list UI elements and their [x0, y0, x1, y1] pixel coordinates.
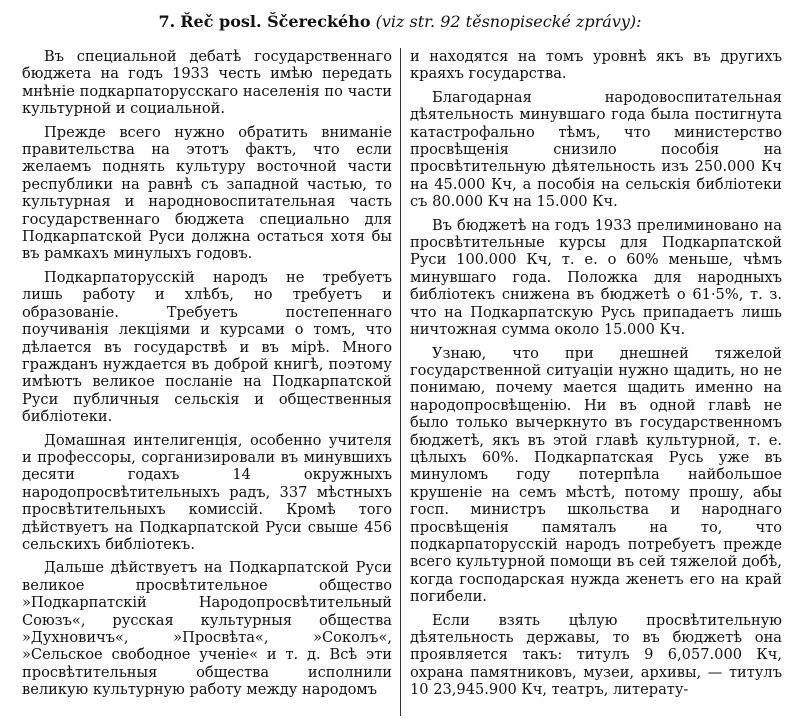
paragraph: Въ специальной дебатѣ государственнаго бюджета на годъ 1933 честь имѣю передать мнѣніе подкарпаторусскаго населенія по части культурной и социальной. [22, 48, 392, 118]
column-divider [400, 48, 401, 716]
paragraph: Если взять цѣлую просвѣтительную дѣятельность державы, то въ бюджетѣ она проявляется такъ: титулъ 9 6,057.000 Кч, охрана памятниковъ, музеи, архивы, — титулъ 10 23,945.900 Кч, театръ, литерату- [410, 611, 782, 699]
right-column [410, 48, 782, 705]
paragraph: Домашная интелигенція, особенно учителя и профессоры, сорганизировали въ минувшихъ десяти годахъ 14 окружныхъ народопросвѣтительныхъ радъ, 337 мѣстныхъ просвѣтительныхъ комиссій. Кромѣ того дѣйствуетъ на Подкарпатской Руси свыше 456 сельскихъ библіотекъ. [22, 431, 392, 553]
paragraph: Въ бюджетѣ на годъ 1933 прелиминовано на просвѣтительные курсы для Подкарпатской Руси 100.000 Кч, т. е. о 60% меньше, чѣмъ минувшаго года. Положка для народныхъ библіотекъ снижена въ бюджетѣ о 61·5%, т. з. что на Подкарпатскую Русь припадаетъ лишь ничтожная сумма около 15.000 Кч. [410, 216, 782, 339]
paragraph: Дальше дѣйствуетъ на Подкарпатской Руси великое просвѣтительное общество »Подкарпатскій Народопросвѣтительный Союзъ«, русская культурныя общества »Духновичъ«, »Просвѣта«, »Соколъ«, »Сельское свободное ученіе« и т. д. Всѣ эти просвѣтительныя общества исполнили великую культурную работу между народомъ [22, 559, 392, 699]
reference-note: (viz str. 92 těsnopisecké zprávy): [375, 12, 642, 31]
paragraph: Прежде всего нужно обратить вниманіе правительства на этотъ фактъ, что если желаемъ поднять культуру восточной части республики на равнѣ съ западной частью, то культурная и народновоспитательная часть государственнаго бюджета специально для Подкарпатской Руси должна остаться хотя бы въ рамкахъ минулыхъ годовъ. [22, 123, 392, 263]
paragraph-continuation: и находятся на томъ уровнѣ якъ въ другихъ краяхъ государства. [410, 48, 782, 83]
left-column [22, 48, 392, 705]
paragraph: Благодарная народовоспитательная дѣятельность минувшаго года была постигнута катастрофально тѣмъ, что министерство просвѣщенія снизило пособія на просвѣтительную дѣятельность изъ 250.000 Кч на 45.000 Кч, а пособія на сельскія библіотеки съ 80.000 Кч на 15.000 Кч. [410, 88, 782, 211]
paragraph: Подкарпаторусскій народъ не требуетъ лишь работу и хлѣбъ, но требуетъ и образованіе. Требуетъ постепеннаго поучиванія лекціями и курсами о томъ, что дѣлается въ государствѣ и въ мірѣ. Много гражданъ нуждается въ доброй книгѣ, поэтому имѣютъ великое посланіе на Подкарпатской Руси публичныя сельскія и общественныя библіотеки. [22, 268, 392, 426]
section-number: 7. [158, 12, 176, 31]
speaker-name: Řeč posl. Ščereckého [180, 12, 371, 31]
page-title [0, 12, 800, 32]
paragraph: Узнаю, что при днешней тяжелой государственной ситуаціи нужно щадить, но не понимаю, почему мается щадить именно на народопросвѣщенію. Ни въ одной главѣ не было только вычеркнуто въ государственномъ бюджетѣ, якъ въ этой главѣ культурной, т. е. цѣлыхъ 60%. Подкарпатская Русь уже въ минуломъ году потерпѣла найбольшое крушеніе на семъ мѣстѣ, потому прошу, абы госп. министръ школьства и народнаго просвѣщенія памяталъ на то, что подкарпаторусскій народъ потребуетъ прежде всего культурной помощи въ сей тяжелой добѣ, когда господарская нужда женетъ его на край погибели. [410, 344, 782, 606]
